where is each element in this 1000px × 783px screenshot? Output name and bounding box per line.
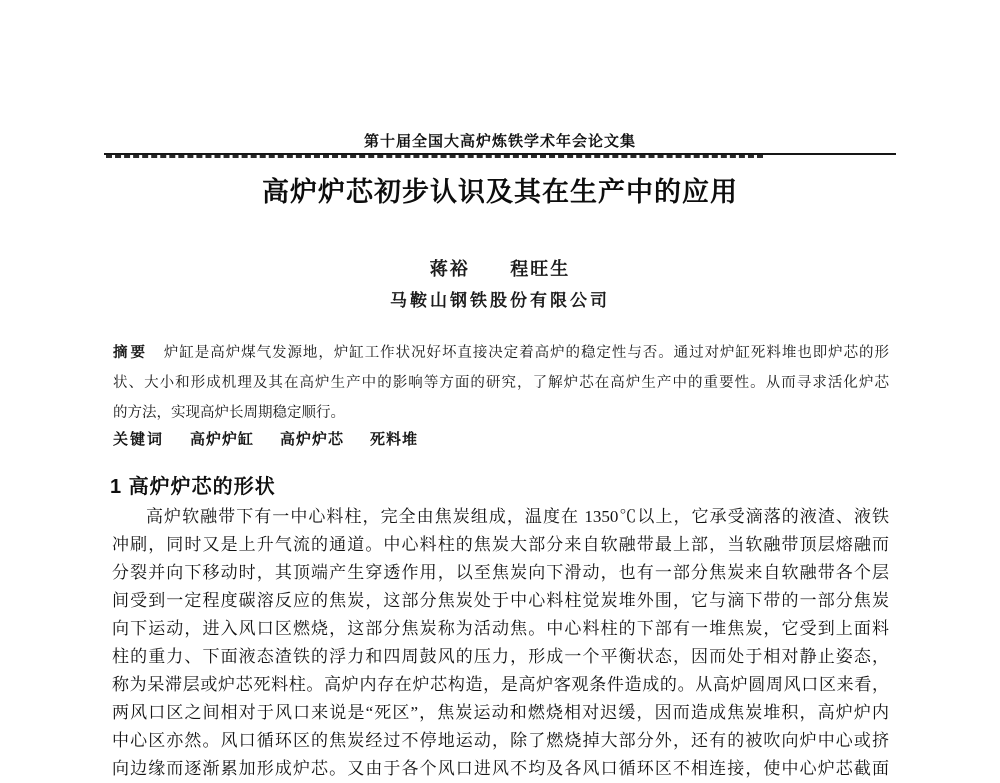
keyword-item: 高炉炉缸: [190, 431, 255, 448]
paragraph-line: 冲刷，同时又是上升气流的通道。中心料柱的焦炭大部分来自软融带最上部，当软融带顶层熔融而: [112, 535, 889, 554]
authors-line: [0, 255, 1000, 281]
paragraph-line: 中心区亦然。风口循环区的焦炭经过不停地运动，除了燃烧掉大部分外，还有的被吹向炉中心或挤: [112, 731, 889, 750]
keywords-label: 关键词: [113, 431, 165, 448]
paragraph-line: 向下运动，进入风口区燃烧，这部分焦炭称为活动焦。中心料柱的下部有一堆焦炭，它受到上面料: [112, 619, 889, 638]
abstract-label: 摘要: [113, 345, 148, 361]
paragraph-line: 向边缘而逐渐累加形成炉芯。又由于各个风口进风不均及各风口循环区不相连接，使中心炉芯截面: [112, 759, 889, 778]
paragraph-line: 两风口区之间相对于风口来说是“死区”，焦炭运动和燃烧相对迟缓，因而造成焦炭堆积，高炉炉内: [112, 703, 889, 722]
abstract-text: 炉缸是高炉煤气发源地，炉缸工作状况好坏直接决定着高炉的稳定性与否。通过对炉缸死料堆也即炉芯的形: [163, 345, 890, 361]
author-name: 蒋裕: [429, 259, 470, 279]
paragraph-line: 称为呆滞层或炉芯死料柱。高炉内存在炉芯构造，是高炉客观条件造成的。从高炉圆周风口区来看，: [112, 675, 889, 694]
paragraph-line: 分裂并向下移动时，其顶端产生穿透作用，以至焦炭向下滑动，也有一部分焦炭来自软融带各个层: [112, 563, 889, 582]
header-rule: [104, 153, 896, 161]
paragraph-line: 柱的重力、下面液态渣铁的浮力和四周鼓风的压力，形成一个平衡状态，因而处于相对静止姿态，: [112, 647, 889, 666]
abstract-line: 状、大小和形成机理及其在高炉生产中的影响等方面的研究，了解炉芯在高炉生产中的重要性。从而寻求活化炉芯: [113, 375, 889, 391]
body-paragraph: [112, 503, 889, 783]
affiliation: 马鞍山钢铁股份有限公司: [390, 291, 610, 310]
author-name: 程旺生: [510, 259, 571, 279]
paper-title: 高炉炉芯初步认识及其在生产中的应用: [262, 177, 738, 207]
keywords-line: [113, 428, 889, 449]
section-heading: 1 高炉炉芯的形状: [110, 476, 276, 498]
abstract-line: 的方法，实现高炉长周期稳定顺行。: [113, 405, 345, 421]
header-rule-dash: [106, 155, 763, 158]
abstract-line: [113, 338, 889, 368]
keyword-item: 高炉炉芯: [280, 431, 345, 448]
conference-header: 第十届全国大高炉炼铁学术年会论文集: [363, 133, 636, 150]
abstract-block: [113, 338, 889, 428]
keyword-item: 死料堆: [370, 431, 419, 448]
paragraph-line: 间受到一定程度碳溶反应的焦炭，这部分焦炭处于中心料柱觉炭堆外围，它与滴下带的一部分焦炭: [112, 591, 889, 610]
paragraph-line: 高炉软融带下有一中心料柱，完全由焦炭组成，温度在 1350℃以上，它承受滴落的液渣、液铁: [146, 507, 889, 526]
